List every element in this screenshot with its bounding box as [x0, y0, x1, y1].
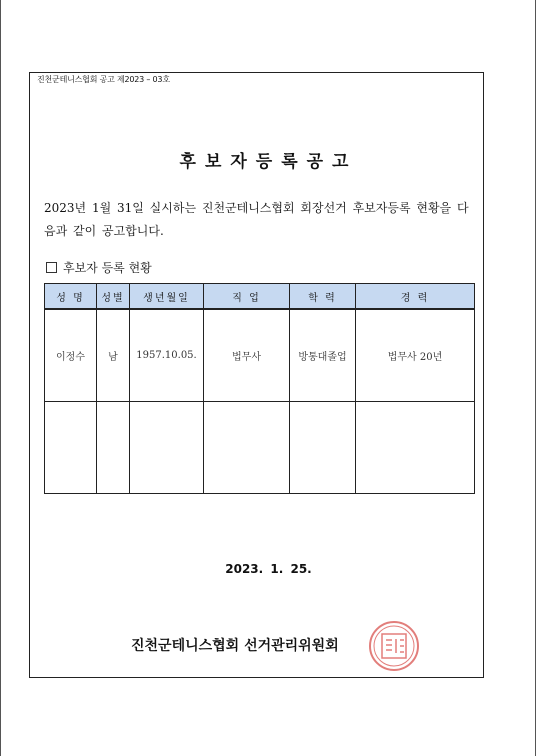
cell-name [45, 402, 97, 494]
cell-occupation: 법무사 [204, 309, 290, 402]
cell-career: 법무사 20년 [356, 309, 475, 402]
table-row [45, 402, 475, 494]
intro-paragraph: 2023년 1월 31일 실시하는 진천군테니스협회 회장선거 후보자등록 현황을 다음과 같이 공고합니다. [44, 201, 469, 238]
cell-education: 방통대졸업 [290, 309, 356, 402]
cell-name: 이정수 [45, 309, 97, 402]
cell-education [290, 402, 356, 494]
cell-occupation [204, 402, 290, 494]
header-education: 학 력 [290, 284, 356, 310]
header-name: 성 명 [45, 284, 97, 310]
notice-date: 2023. 1. 25. [225, 562, 312, 576]
cell-birthdate: 1957.10.05. [130, 309, 204, 402]
table-row [45, 309, 475, 402]
notice-number: 진천군테니스협회 공고 제2023 – 03호 [37, 75, 170, 84]
cell-gender: 남 [97, 309, 130, 402]
seal-stamp-icon [368, 620, 420, 672]
header-occupation: 직 업 [204, 284, 290, 310]
cell-career [356, 402, 475, 494]
document-title: 후보자등록공고 [179, 152, 358, 172]
header-career: 경 력 [356, 284, 475, 310]
checkbox-icon [46, 262, 57, 273]
organization-name: 진천군테니스협회 선거관리위원회 [131, 638, 339, 654]
section-label-text: 후보자 등록 현황 [63, 261, 152, 275]
header-gender: 성별 [97, 284, 130, 310]
page-edge-right [535, 0, 536, 756]
candidate-table [44, 283, 475, 494]
page-edge-left [0, 0, 1, 756]
cell-birthdate [130, 402, 204, 494]
header-birthdate: 생년월일 [130, 284, 204, 310]
cell-gender [97, 402, 130, 494]
section-heading [46, 259, 152, 276]
table-header-row [45, 284, 475, 310]
